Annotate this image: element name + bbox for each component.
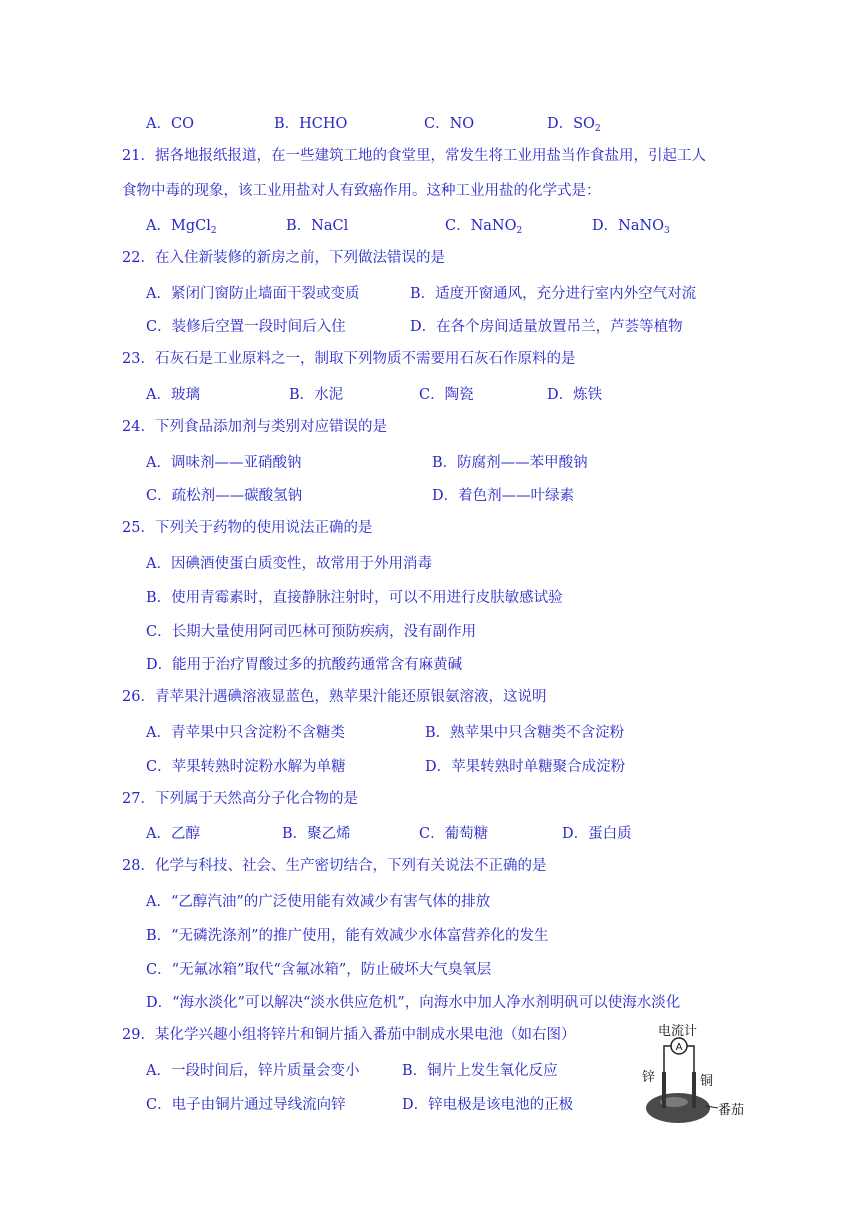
subscript: 2: [210, 226, 217, 236]
q27-stem: 27．下列属于天然高分子化合物的是: [122, 791, 358, 807]
q21-option-a[interactable]: [146, 214, 217, 236]
subscript: 2: [516, 226, 523, 236]
copper-electrode: [692, 1072, 696, 1108]
q28-option-a[interactable]: A．“乙醇汽油”的广泛使用能有效减少有害气体的排放: [146, 894, 491, 910]
q26-option-a[interactable]: A．青苹果中只含淀粉不含糖类: [146, 725, 345, 741]
q28-option-b[interactable]: B．“无磷洗涤剂”的推广使用，能有效减少水体富营养化的发生: [146, 928, 549, 944]
q22-option-d[interactable]: D．在各个房间适量放置吊兰，芦荟等植物: [410, 319, 683, 335]
q22-stem: 22．在入住新装修的新房之前，下列做法错误的是: [122, 250, 445, 266]
q29-option-a[interactable]: A．一段时间后，锌片质量会变小: [146, 1063, 360, 1079]
q27-option-d[interactable]: D．蛋白质: [562, 826, 632, 842]
q27-option-a[interactable]: A．乙醇: [146, 826, 200, 842]
subscript: 2: [594, 124, 601, 134]
q20-option-b[interactable]: B．HCHO: [274, 116, 348, 132]
q23-option-d[interactable]: D．炼铁: [547, 387, 603, 403]
q21-stem-line1: 21．据各地报纸报道，在一些建筑工地的食堂里，常发生将工业用盐当作食盐用，引起工人: [122, 148, 706, 164]
q25-option-a[interactable]: A．因碘酒使蛋白质变性，故常用于外用消毒: [146, 556, 432, 572]
q21-stem-line2: 食物中毒的现象，该工业用盐对人有致癌作用。这种工业用盐的化学式是：: [122, 183, 601, 199]
q29-option-c[interactable]: C．电子由铜片通过导线流向锌: [146, 1097, 346, 1113]
copper-label: 铜: [700, 1074, 714, 1089]
q22-option-c[interactable]: C．装修后空置一段时间后入住: [146, 319, 346, 335]
q21-option-a-text: A．MgCl: [146, 218, 211, 234]
q20-option-a[interactable]: A．CO: [146, 116, 194, 132]
q26-stem: 26．青苹果汁遇碘溶液显蓝色，熟苹果汁能还原银氨溶液，这说明: [122, 689, 547, 705]
q23-option-c[interactable]: C．陶瓷: [419, 387, 474, 403]
q20-option-d-text: D．SO: [547, 116, 595, 132]
q26-option-d[interactable]: D．苹果转熟时单糖聚合成淀粉: [425, 759, 626, 775]
zinc-electrode: [662, 1072, 666, 1108]
q25-option-d[interactable]: D．能用于治疗胃酸过多的抗酸药通常含有麻黄碱: [146, 657, 463, 673]
q24-option-b[interactable]: B．防腐剂——苯甲酸钠: [432, 455, 588, 471]
q29-option-b[interactable]: B．铜片上发生氧化反应: [402, 1063, 558, 1079]
q21-option-c[interactable]: [445, 214, 522, 236]
ammeter-label: 电流计: [658, 1024, 698, 1039]
q21-option-b[interactable]: B．NaCl: [286, 218, 349, 234]
q27-option-c[interactable]: C．葡萄糖: [419, 826, 489, 842]
q23-option-a[interactable]: A．玻璃: [146, 387, 200, 403]
q21-option-d[interactable]: [592, 214, 670, 236]
q29-option-d[interactable]: D．锌电极是该电池的正极: [402, 1097, 574, 1113]
q21-option-c-text: C．NaNO: [445, 218, 517, 234]
q24-stem: 24．下列食品添加剂与类别对应错误的是: [122, 419, 387, 435]
zinc-label: 锌: [642, 1070, 656, 1085]
q20-option-c[interactable]: C．NO: [424, 116, 475, 132]
wire-right: [687, 1046, 694, 1072]
q25-option-b[interactable]: B．使用青霉素时，直接静脉注射时，可以不用进行皮肤敏感试验: [146, 590, 563, 606]
q20-option-d[interactable]: [547, 112, 601, 134]
q29-stem: 29．某化学兴趣小组将锌片和铜片插入番茄中制成水果电池（如右图）: [122, 1027, 576, 1043]
q28-option-d[interactable]: D．“海水淡化”可以解决“淡水供应危机”，向海水中加人净水剂明矾可以使海水淡化: [146, 995, 681, 1011]
q25-option-c[interactable]: C．长期大量使用阿司匹林可预防疾病，没有副作用: [146, 624, 477, 640]
q23-stem: 23．石灰石是工业原料之一，制取下列物质不需要用石灰石作原料的是: [122, 351, 576, 367]
ammeter-symbol: A: [675, 1042, 683, 1053]
fruit-battery-figure: [636, 1022, 776, 1126]
q28-option-c[interactable]: C．“无氟冰箱”取代“含氟冰箱”，防止破坏大气臭氧层: [146, 962, 492, 978]
q24-option-a[interactable]: A．调味剂——亚硝酸钠: [146, 455, 302, 471]
q24-option-d[interactable]: D．着色剂——叶绿素: [432, 488, 575, 504]
q25-stem: 25．下列关于药物的使用说法正确的是: [122, 520, 373, 536]
q21-option-d-text: D．NaNO: [592, 218, 665, 234]
q26-option-b[interactable]: B．熟苹果中只含糖类不含淀粉: [425, 725, 625, 741]
subscript: 3: [664, 226, 670, 236]
wire-left: [664, 1046, 671, 1072]
q22-option-b[interactable]: B．适度开窗通风，充分进行室内外空气对流: [410, 286, 697, 302]
q24-option-c[interactable]: C．疏松剂——碳酸氢钠: [146, 488, 303, 504]
q26-option-c[interactable]: C．苹果转熟时淀粉水解为单糖: [146, 759, 346, 775]
q23-option-b[interactable]: B．水泥: [289, 387, 344, 403]
tomato-label: 番茄: [718, 1103, 745, 1118]
q22-option-a[interactable]: A．紧闭门窗防止墙面干裂或变质: [146, 286, 360, 302]
q27-option-b[interactable]: B．聚乙烯: [282, 826, 351, 842]
q28-stem: 28．化学与科技、社会、生产密切结合，下列有关说法不正确的是: [122, 858, 547, 874]
